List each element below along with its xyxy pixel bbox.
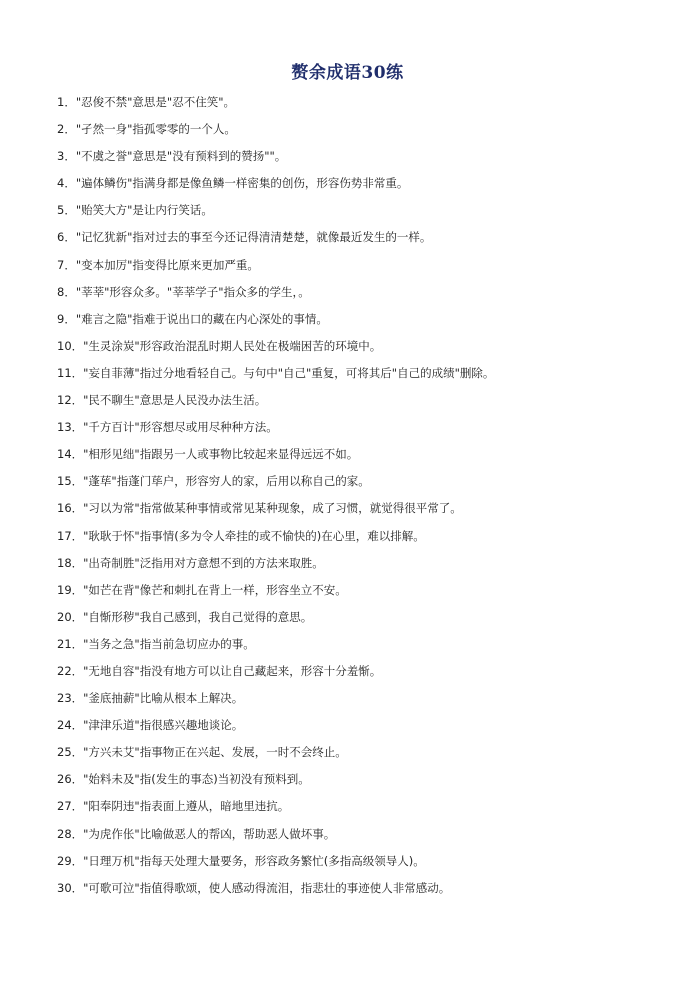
list-item xyxy=(57,390,667,417)
item-number: 6． xyxy=(57,230,76,245)
list-item xyxy=(57,688,667,715)
item-number: 2． xyxy=(57,122,76,137)
item-text: "出奇制胜"泛指用对方意想不到的方法来取胜。 xyxy=(83,555,324,570)
item-number: 22． xyxy=(57,663,84,678)
document-title: 赘余成语30练 xyxy=(291,63,404,83)
list-item xyxy=(57,607,667,634)
list-item xyxy=(57,851,667,878)
item-number: 9． xyxy=(57,311,76,326)
item-text: "为虎作伥"比喻做恶人的帮凶，帮助恶人做坏事。 xyxy=(83,826,336,841)
item-number: 26． xyxy=(57,772,84,787)
item-number: 19． xyxy=(57,582,84,597)
list-item xyxy=(57,580,667,607)
item-number: 12． xyxy=(57,393,84,408)
list-item xyxy=(57,282,667,309)
item-number: 24． xyxy=(57,718,84,733)
list-item xyxy=(57,526,667,553)
item-number: 8． xyxy=(57,284,76,299)
list-item xyxy=(57,796,667,823)
item-number: 28． xyxy=(57,826,84,841)
item-text: "蓬荜"指蓬门荜户，形容穷人的家，后用以称自己的家。 xyxy=(83,474,370,489)
item-text: "耿耿于怀"指事情(多为令人牵挂的或不愉快的)在心里，难以排解。 xyxy=(83,528,425,543)
list-item xyxy=(57,363,667,390)
item-number: 16． xyxy=(57,501,84,516)
item-text: "忍俊不禁"意思是"忍不住笑"。 xyxy=(75,95,235,109)
item-number: 14． xyxy=(57,447,84,462)
item-text: "日理万机"指每天处理大量要务，形容政务繁忙(多指高级领导人)。 xyxy=(83,853,425,868)
item-number: 1． xyxy=(57,95,76,109)
list-item xyxy=(57,471,667,498)
item-number: 27． xyxy=(57,799,84,814)
list-item xyxy=(57,119,667,146)
list-item xyxy=(57,661,667,688)
item-number: 13． xyxy=(57,420,84,435)
list-item xyxy=(57,444,667,471)
item-text: "孑然一身"指孤零零的一个人。 xyxy=(75,122,236,137)
list-item xyxy=(57,309,667,336)
item-number: 23． xyxy=(57,691,84,706)
list-item xyxy=(57,553,667,580)
item-number: 30． xyxy=(57,880,84,895)
item-text: "方兴未艾"指事物正在兴起、发展，一时不会终止。 xyxy=(83,745,347,760)
item-number: 10． xyxy=(57,338,84,353)
item-text: "如芒在背"像芒和刺扎在背上一样，形容坐立不安。 xyxy=(83,582,347,597)
item-number: 25． xyxy=(57,745,84,760)
list-item xyxy=(57,878,667,905)
item-text: "津津乐道"指很感兴趣地谈论。 xyxy=(83,718,244,733)
item-text: "贻笑大方"是让内行笑话。 xyxy=(75,203,213,218)
item-text: "始料未及"指(发生的事态)当初没有预料到。 xyxy=(83,772,310,787)
item-number: 29． xyxy=(57,853,84,868)
item-number: 20． xyxy=(57,609,84,624)
list-item xyxy=(57,200,667,227)
item-text: "记忆犹新"指对过去的事至今还记得清清楚楚，就像最近发生的一样。 xyxy=(75,230,432,245)
item-number: 17． xyxy=(57,528,84,543)
list-item xyxy=(57,715,667,742)
item-text: "民不聊生"意思是人民没办法生活。 xyxy=(83,393,267,408)
list-item xyxy=(57,417,667,444)
list-item xyxy=(57,146,667,173)
item-text: "可歌可泣"指值得歌颂，使人感动得流泪，指悲壮的事迹使人非常感动。 xyxy=(83,880,451,895)
item-text: "习以为常"指常做某种事情或常见某种现象，成了习惯，就觉得很平常了。 xyxy=(83,501,462,516)
list-item xyxy=(57,173,667,200)
item-text: "阳奉阴违"指表面上遵从，暗地里违抗。 xyxy=(83,799,290,814)
list-item xyxy=(57,742,667,769)
list-item xyxy=(57,769,667,796)
item-text: "无地自容"指没有地方可以让自己藏起来，形容十分羞惭。 xyxy=(83,663,382,678)
item-text: "妄自菲薄"指过分地看轻自己。与句中"自己"重复，可将其后"自己的成绩"删除。 xyxy=(83,365,495,380)
item-number: 7． xyxy=(57,257,76,272)
item-text: "千方百计"形容想尽或用尽种种方法。 xyxy=(83,420,278,435)
item-number: 3． xyxy=(57,149,76,164)
item-text: "自惭形秽"我自己感到，我自己觉得的意思。 xyxy=(83,609,313,624)
item-number: 15． xyxy=(57,474,84,489)
item-text: "生灵涂炭"形容政治混乱时期人民处在极端困苦的环境中。 xyxy=(83,338,382,353)
item-number: 18． xyxy=(57,555,84,570)
item-text: "不虞之誉"意思是"没有预料到的赞扬""。 xyxy=(75,149,287,164)
list-item xyxy=(57,634,667,661)
list-item xyxy=(57,255,667,282)
idiom-list xyxy=(57,92,667,905)
item-number: 4． xyxy=(57,176,76,191)
item-text: "变本加厉"指变得比原来更加严重。 xyxy=(75,257,259,272)
list-item xyxy=(57,92,667,119)
item-number: 21． xyxy=(57,636,84,651)
list-item xyxy=(57,227,667,254)
item-text: "遍体鳞伤"指满身都是像鱼鳞一样密集的创伤，形容伤势非常重。 xyxy=(75,176,409,191)
item-text: "莘莘"形容众多。"莘莘学子"指众多的学生，。 xyxy=(75,284,310,299)
item-number: 5． xyxy=(57,203,76,218)
item-number: 11． xyxy=(57,365,84,380)
list-item xyxy=(57,336,667,363)
list-item xyxy=(57,498,667,525)
item-text: "难言之隐"指难于说出口的藏在内心深处的事情。 xyxy=(75,311,328,326)
item-text: "当务之急"指当前急切应办的事。 xyxy=(83,636,255,651)
item-text: "相形见绌"指跟另一人或事物比较起来显得远远不如。 xyxy=(83,447,359,462)
item-text: "釜底抽薪"比喻从根本上解决。 xyxy=(83,691,244,706)
list-item xyxy=(57,824,667,851)
